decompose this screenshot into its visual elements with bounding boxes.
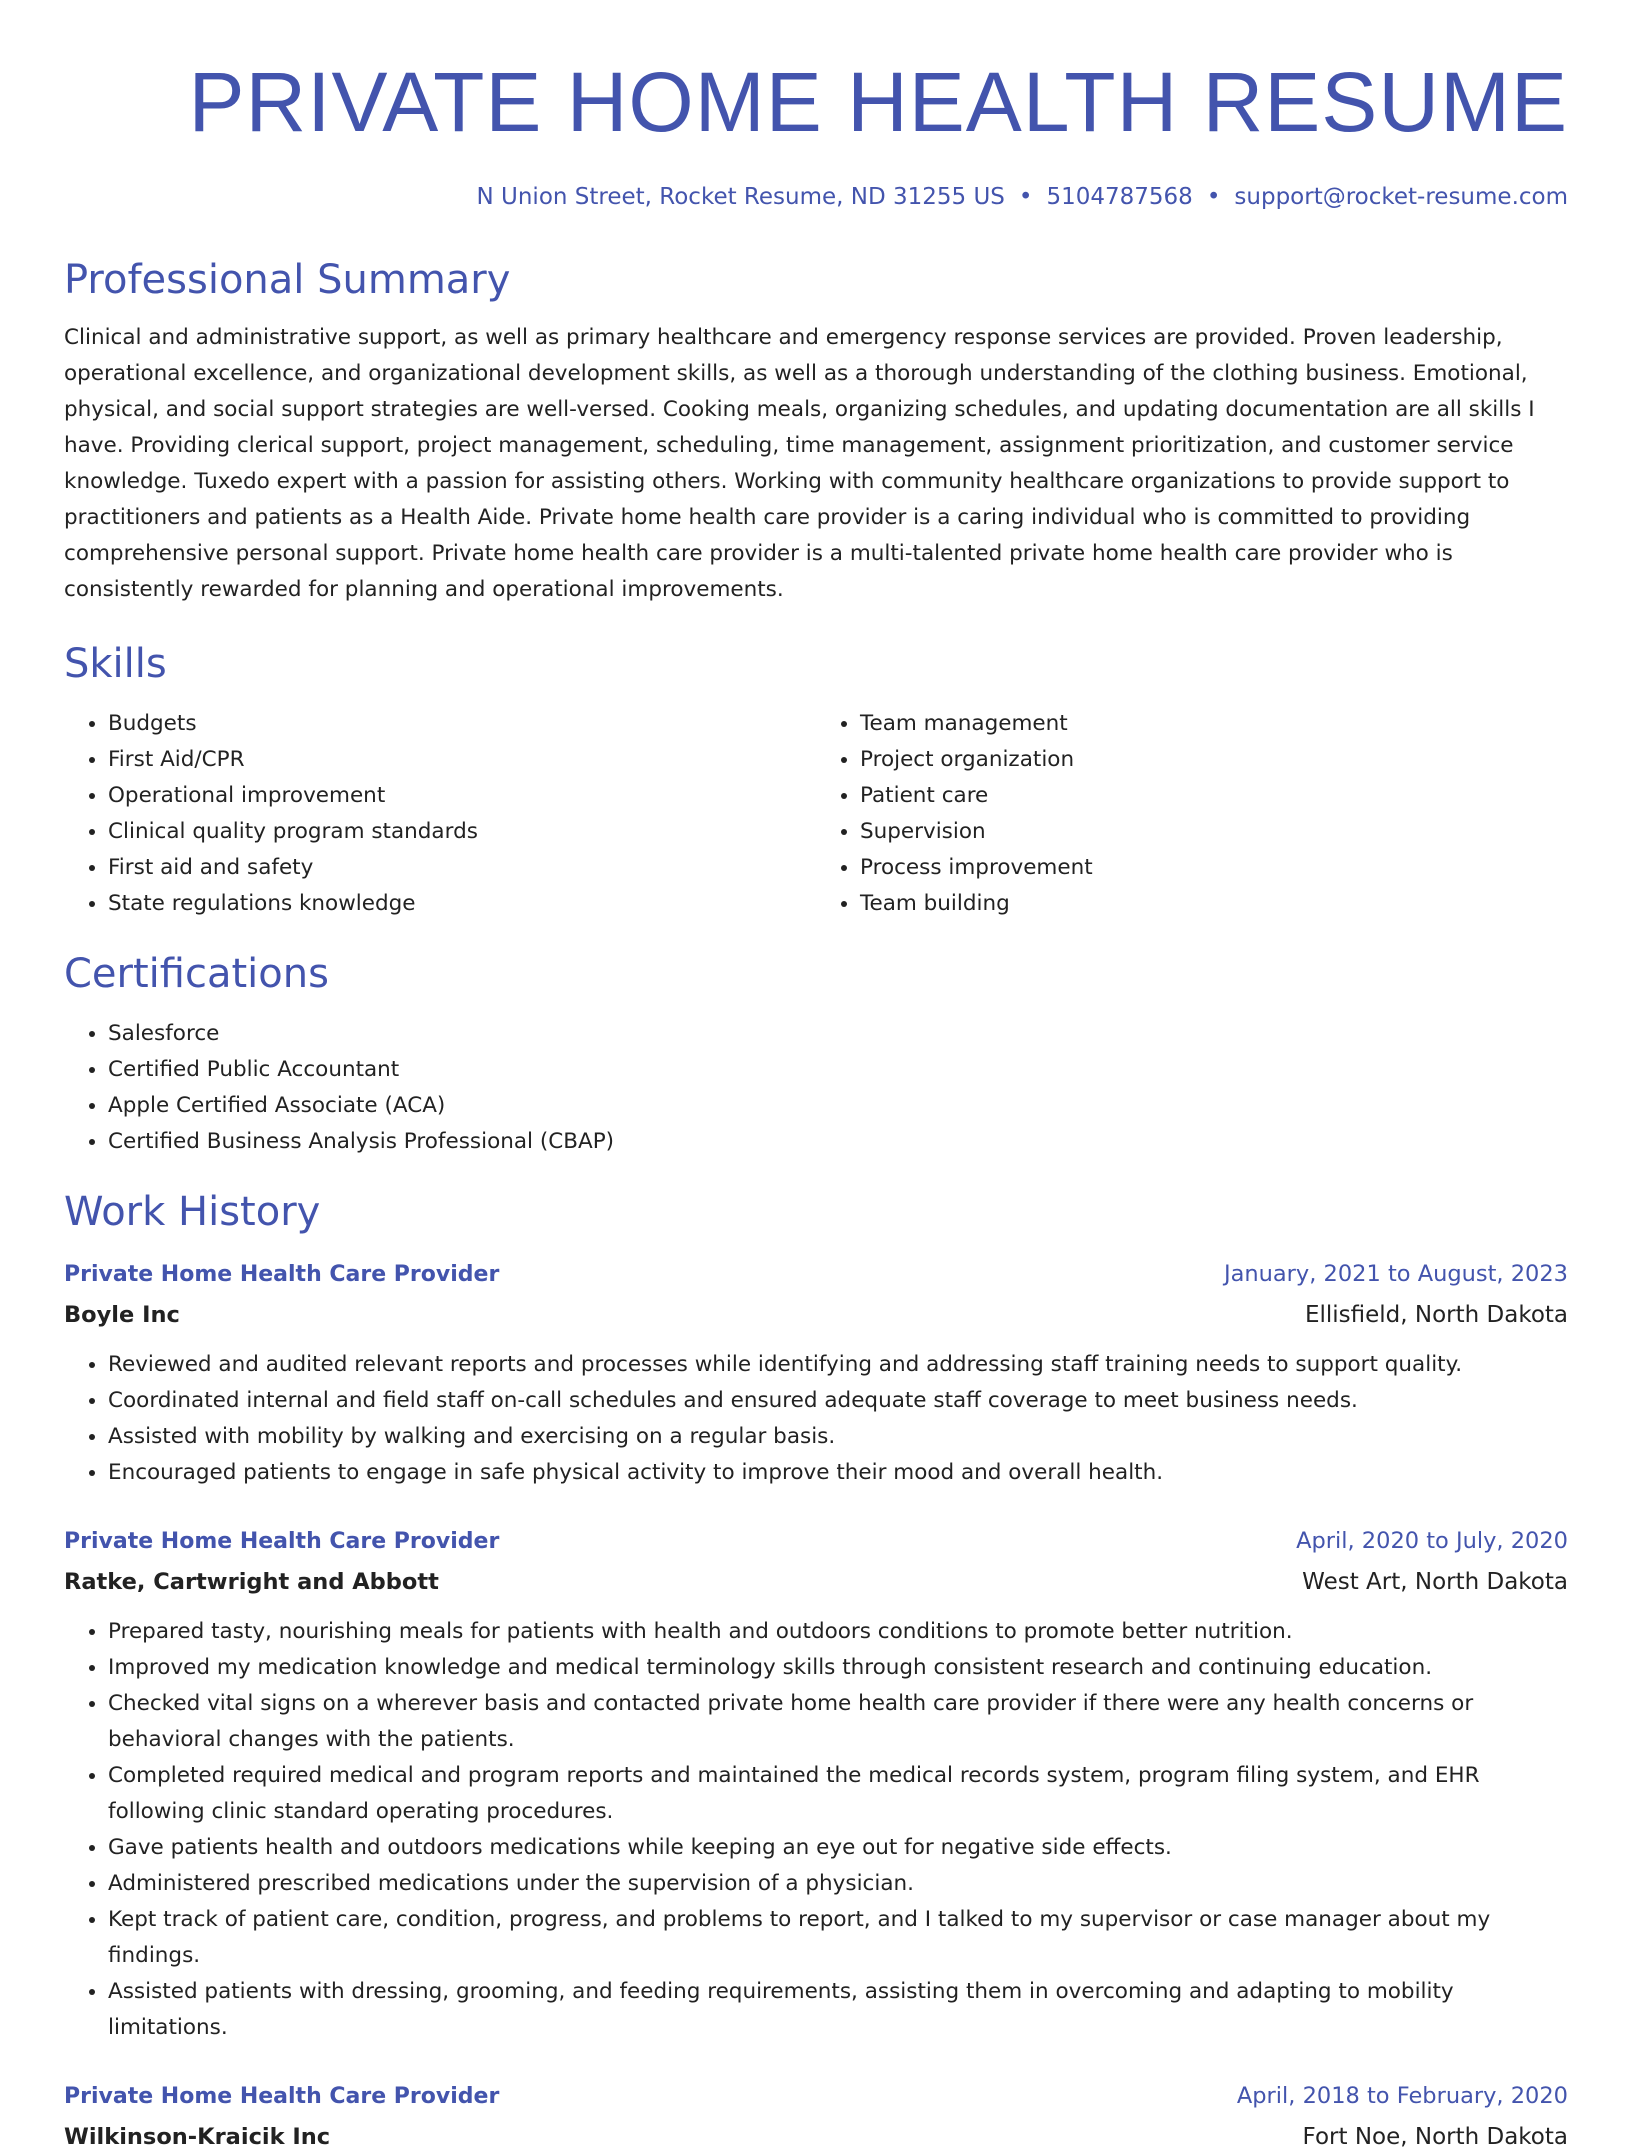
duty-item: • Coordinated internal and field staff on-call schedules and ensured adequate staff coverage to meet business needs. bbox=[108, 1383, 1568, 1419]
duty-item: • Checked vital signs on a wherever basis and contacted private home health care provider if there were any health concerns or behavioral changes with the patients. bbox=[108, 1686, 1568, 1758]
skills-list-left bbox=[64, 706, 816, 922]
duty-item: • Improved my medication knowledge and medical terminology skills through consistent research and continuing education. bbox=[108, 1650, 1568, 1686]
phone: 5104787568 bbox=[1046, 184, 1193, 210]
certifications-list bbox=[64, 1016, 1568, 1160]
resume-title: PRIVATE HOME HEALTH RESUME bbox=[188, 55, 1568, 149]
skill-item: • Process improvement bbox=[860, 850, 1568, 886]
duty-item: • Prepared tasty, nourishing meals for patients with health and outdoors conditions to promote better nutrition. bbox=[108, 1614, 1568, 1650]
contact-separator: • bbox=[1206, 184, 1221, 210]
duty-item: • Kept track of patient care, condition, progress, and problems to report, and I talked to my supervisor or case manager about my findings. bbox=[108, 1902, 1568, 1974]
job-title: Private Home Health Care Provider bbox=[64, 2084, 500, 2109]
skill-item: • State regulations knowledge bbox=[108, 886, 816, 922]
job-title: Private Home Health Care Provider bbox=[64, 1529, 500, 1554]
skills-list-right bbox=[816, 706, 1568, 922]
skill-item: • Team management bbox=[860, 706, 1568, 742]
duty-item: • Gave patients health and outdoors medications while keeping an eye out for negative side effects. bbox=[108, 1830, 1568, 1866]
job-title: Private Home Health Care Provider bbox=[64, 1262, 500, 1287]
duty-item: • Reviewed and audited relevant reports and processes while identifying and addressing staff training needs to support quality. bbox=[108, 1347, 1568, 1383]
job-location: West Art, North Dakota bbox=[1302, 1569, 1568, 1595]
skill-item: • First Aid/CPR bbox=[108, 742, 816, 778]
skills-columns bbox=[64, 706, 1568, 922]
skill-item: • First aid and safety bbox=[108, 850, 816, 886]
certification-item: • Apple Certified Associate (ACA) bbox=[108, 1088, 1568, 1124]
job-dates: April, 2020 to July, 2020 bbox=[1296, 1528, 1568, 1554]
skill-item: • Operational improvement bbox=[108, 778, 816, 814]
job-location: Ellisfield, North Dakota bbox=[1304, 1302, 1568, 1328]
email-link[interactable]: support@rocket-resume.com bbox=[1234, 184, 1568, 210]
skill-item: • Budgets bbox=[108, 706, 816, 742]
contact-line bbox=[64, 182, 1568, 212]
duty-item: • Completed required medical and program reports and maintained the medical records system, program filing system, and EHR following clinic standard operating procedures. bbox=[108, 1758, 1568, 1830]
certification-item: • Certified Business Analysis Professional (CBAP) bbox=[108, 1124, 1568, 1160]
job-entry bbox=[64, 1258, 1568, 1491]
job-dates: April, 2018 to February, 2020 bbox=[1236, 2083, 1568, 2109]
skill-item: • Project organization bbox=[860, 742, 1568, 778]
contact-separator: • bbox=[1018, 184, 1033, 210]
job-company: Boyle Inc bbox=[64, 1302, 180, 1328]
skill-item: • Patient care bbox=[860, 778, 1568, 814]
job-entry bbox=[64, 1525, 1568, 2046]
summary-text: Clinical and administrative support, as well as primary healthcare and emergency response services are provided. Proven leadership, operational excellence, and organizational development skills, as well as a thorough understanding of the clothing business. Emotional, physical, and social support strategies are well-versed. Cooking meals, organizing schedules, and updating documentation are all skills I have. Providing clerical support, project management, scheduling, time management, assignment prioritization, and customer service knowledge. Tuxedo expert with a passion for assisting others. Working with community healthcare organizations to provide support to practitioners and patients as a Health Aide. Private home health care provider is a caring individual who is committed to providing comprehensive personal support. Private home health care provider is a multi-talented private home health care provider who is consistently rewarded for planning and operational improvements. bbox=[64, 325, 1535, 602]
job-dates: January, 2021 to August, 2023 bbox=[1223, 1261, 1568, 1287]
skills-heading: Skills bbox=[64, 641, 167, 687]
job-duties bbox=[64, 1614, 1568, 2046]
skill-item: • Team building bbox=[860, 886, 1568, 922]
duty-item: • Assisted with mobility by walking and exercising on a regular basis. bbox=[108, 1419, 1568, 1455]
duty-item: • Encouraged patients to engage in safe physical activity to improve their mood and overall health. bbox=[108, 1455, 1568, 1491]
job-company: Ratke, Cartwright and Abbott bbox=[64, 1569, 439, 1595]
job-company: Wilkinson-Kraicik Inc bbox=[64, 2124, 331, 2150]
certification-item: • Salesforce bbox=[108, 1016, 1568, 1052]
job-entry bbox=[64, 2080, 1568, 2155]
skill-item: • Supervision bbox=[860, 814, 1568, 850]
certifications-heading: Certifications bbox=[64, 951, 329, 997]
certification-item: • Certified Public Accountant bbox=[108, 1052, 1568, 1088]
duty-item: • Assisted patients with dressing, grooming, and feeding requirements, assisting them in overcoming and adapting to mobility limitations. bbox=[108, 1974, 1568, 2046]
address: N Union Street, Rocket Resume, ND 31255 US bbox=[476, 184, 1005, 210]
work-history-heading: Work History bbox=[64, 1189, 321, 1235]
resume-page bbox=[64, 0, 1568, 2155]
skill-item: • Clinical quality program standards bbox=[108, 814, 816, 850]
job-location: Fort Noe, North Dakota bbox=[1302, 2124, 1568, 2150]
job-duties bbox=[64, 1347, 1568, 1491]
duty-item: • Administered prescribed medications under the supervision of a physician. bbox=[108, 1866, 1568, 1902]
summary-heading: Professional Summary bbox=[64, 257, 511, 303]
